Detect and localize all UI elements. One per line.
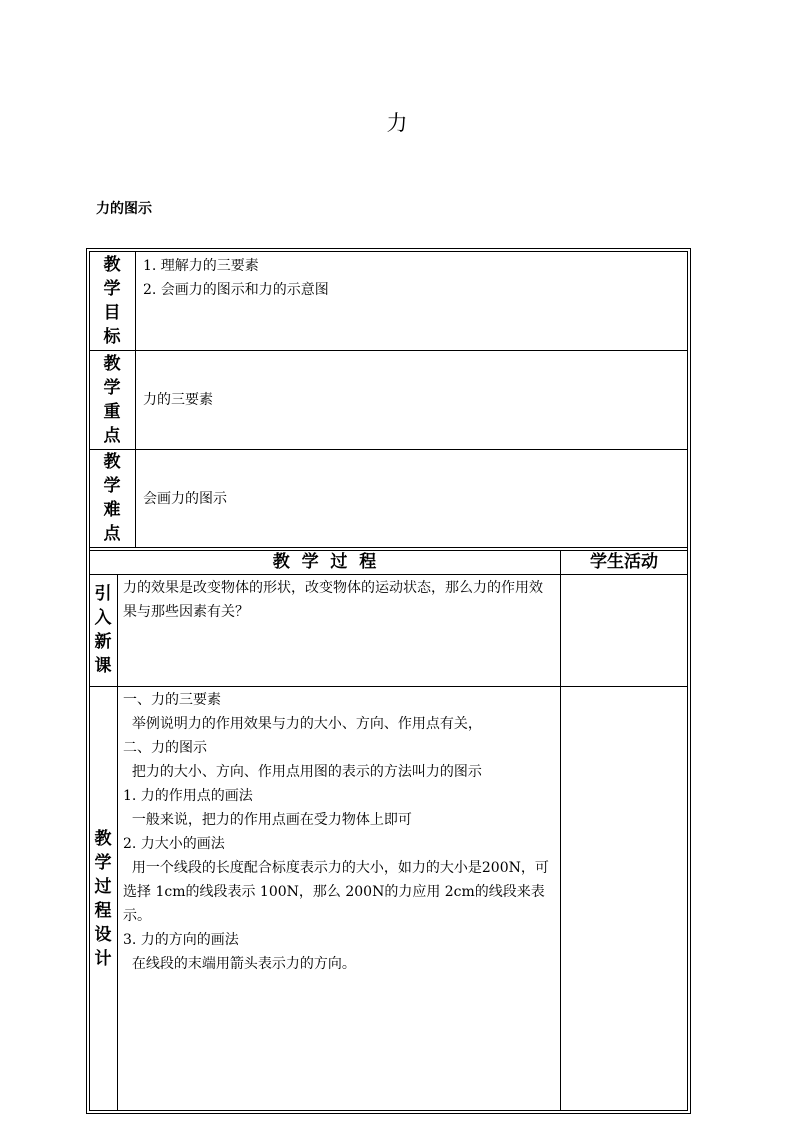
label-char: 点 [103,425,121,446]
table-inner-border [89,251,688,1111]
objective-item: 2. 会画力的图示和力的示意图 [143,282,329,298]
page-title: 力 [386,111,408,135]
design-line: 一、力的三要素 [123,692,221,708]
section-subtitle: 力的图示 [96,201,152,217]
key-point-text: 力的三要素 [143,392,213,408]
label-char: 教 [103,452,121,472]
label-char: 教 [94,828,112,849]
row-divider [89,350,688,351]
label-char: 新 [94,632,112,652]
design-line: 在线段的末端用箭头表示力的方向。 [123,956,356,972]
objective-item: 1. 理解力的三要素 [143,258,259,274]
label-char: 目 [103,302,121,323]
intro-content [123,576,555,624]
label-char: 点 [103,524,121,544]
column-divider [117,574,118,1111]
label-char: 标 [103,326,121,347]
intro-text: 力的效果是改变物体的形状，改变物体的运动状态，那么力的作用效果与那些因素有关？ [123,580,543,620]
design-line: 一般来说，把力的作用点画在受力物体上即可 [123,812,412,828]
difficulty-label [89,449,135,547]
design-line: 3. 力的方向的画法 [123,932,239,948]
objectives-label [89,251,135,350]
difficulty-text: 会画力的图示 [143,491,227,507]
label-char: 教 [103,254,121,275]
label-char: 计 [94,948,112,969]
process-header: 教 学 过 程 [272,552,377,572]
label-char: 学 [103,278,121,299]
design-line: 2. 力大小的画法 [123,836,225,852]
column-divider [135,251,136,547]
design-line: 把力的大小、方向、作用点用图的表示的方法叫力的图示 [123,764,482,780]
label-char: 学 [94,852,112,873]
row-divider [89,574,688,575]
row-divider [89,686,688,687]
label-char: 重 [103,401,121,422]
intro-label [89,574,117,686]
label-char: 程 [94,900,112,921]
design-line: 1. 力的作用点的画法 [123,788,253,804]
label-char: 引 [94,584,112,604]
design-line: 举例说明力的作用效果与力的大小、方向、作用点有关， [123,716,482,732]
design-line: 用一个线段的长度配合标度表示力的大小，如力的大小是200N，可选择 1cm的线段表示 100N，那么 200N的力应用 2cm的线段来表示。 [123,860,549,924]
label-char: 过 [94,876,112,897]
label-char: 难 [103,500,121,520]
design-label [89,686,117,1111]
key-point-label [89,350,135,449]
label-char: 设 [94,924,112,945]
label-char: 入 [94,608,112,628]
label-char: 学 [103,377,121,398]
column-divider [560,550,561,1111]
student-activity-header: 学生活动 [590,552,658,572]
objectives-content [143,254,683,302]
design-content [123,688,555,976]
label-char: 学 [103,476,121,496]
label-char: 教 [103,353,121,374]
row-divider [89,449,688,450]
label-char: 课 [94,656,112,676]
design-line: 二、力的图示 [123,740,207,756]
row-divider [89,547,688,548]
